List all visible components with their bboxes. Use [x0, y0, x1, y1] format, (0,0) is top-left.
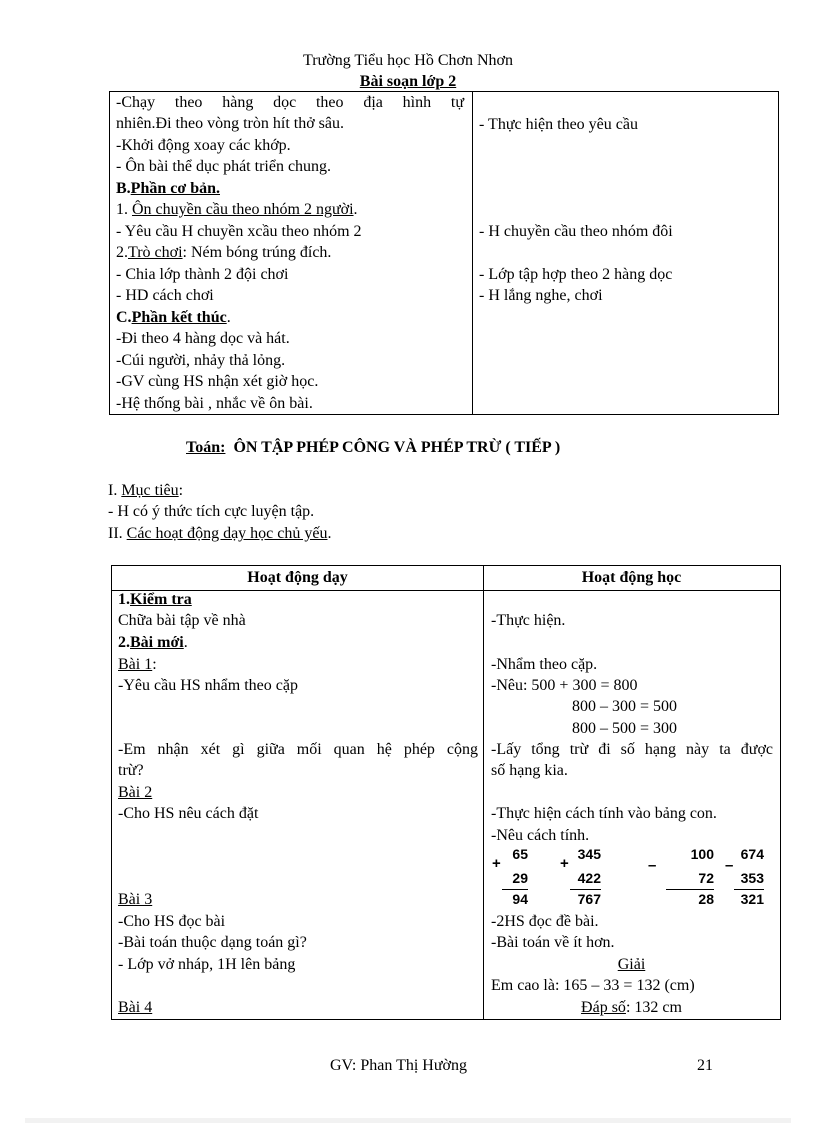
- table-row: 2.Trò chơi: Ném bóng trúng đích.: [116, 244, 332, 261]
- table-row: Em cao là: 165 – 33 = 132 (cm): [491, 977, 695, 994]
- exercise-4-label: Bài 4: [118, 999, 153, 1016]
- vertical-calculation: + 65 29 94: [492, 846, 528, 907]
- table-row: - HD cách chơi: [116, 287, 214, 304]
- table-row: 800 – 500 = 300: [572, 720, 678, 737]
- column-header-student: Hoạt động học: [581, 569, 682, 586]
- table-row: Chữa bài tập về nhà: [118, 612, 246, 629]
- column-header-teacher: Hoạt động dạy: [247, 569, 348, 586]
- header-divider: [112, 590, 780, 591]
- table-row: - Thực hiện theo yêu cầu: [479, 116, 638, 133]
- difference-line: [666, 889, 714, 890]
- activities-heading: II. Các hoạt động dạy học chủ yếu.: [108, 525, 332, 542]
- sum-line: [570, 889, 601, 890]
- column-divider: [472, 92, 473, 414]
- vertical-calculation: – 674 353 321: [725, 846, 764, 907]
- table-row: -Nêu cách tính.: [491, 827, 590, 844]
- table-row: - Lớp vở nháp, 1H lên bảng: [118, 956, 296, 973]
- section-heading-c: C.Phần kết thúc.: [116, 309, 231, 326]
- table-row: -Thực hiện.: [491, 612, 566, 629]
- table-row: - Yêu cầu H chuyền xcầu theo nhóm 2: [116, 223, 362, 240]
- table-row: -Hệ thống bài , nhắc về ôn bài.: [116, 395, 313, 412]
- table-row: -Lấy tổng trừ đi số hạng này ta được: [491, 741, 773, 758]
- school-name: Trường Tiểu học Hồ Chơn Nhơn: [303, 52, 513, 69]
- difference-line: [734, 889, 764, 890]
- column-divider: [483, 566, 484, 1019]
- table-row: trừ?: [118, 762, 144, 779]
- section-heading-b: B.Phần cơ bản.: [116, 180, 220, 197]
- table-row: -Đi theo 4 hàng dọc và hát.: [116, 330, 290, 347]
- vertical-calculation: – 100 72 28: [648, 846, 714, 907]
- table-row: - Chia lớp thành 2 đội chơi: [116, 266, 289, 283]
- table-row: -Thực hiện cách tính vào bảng con.: [491, 805, 717, 822]
- table-row: - Ôn bài thể dục phát triển chung.: [116, 158, 332, 175]
- objective-item: - H có ý thức tích cực luyện tập.: [108, 503, 315, 520]
- table-row: số hạng kia.: [491, 762, 568, 779]
- table-row: -Cho HS nêu cách đặt: [118, 805, 259, 822]
- table-row: -GV cùng HS nhận xét giờ học.: [116, 373, 319, 390]
- table-row: nhiên.Đi theo vòng tròn hít thở sâu.: [116, 115, 344, 132]
- exercise-2-label: Bài 2: [118, 784, 153, 801]
- table-row: -Yêu cầu HS nhẩm theo cặp: [118, 677, 298, 694]
- vertical-calculation: + 345 422 767: [560, 846, 601, 907]
- table-row: -Cúi người, nhảy thả lỏng.: [116, 352, 286, 369]
- teacher-name: GV: Phan Thị Hường: [330, 1057, 467, 1074]
- section-kiem-tra: 1.Kiểm tra: [118, 591, 192, 608]
- lesson-plan-subtitle: Bài soạn lớp 2: [359, 73, 457, 90]
- table-row: 800 – 300 = 500: [572, 698, 678, 715]
- section-bai-moi: 2.Bài mới.: [118, 634, 188, 651]
- table-row: -Khởi động xoay các khớp.: [116, 137, 291, 154]
- table-row: -Nhẩm theo cặp.: [491, 656, 598, 673]
- table-row: 1. Ôn chuyền cầu theo nhóm 2 người.: [116, 201, 358, 218]
- exercise-1-label: Bài 1:: [118, 656, 157, 673]
- sum-line: [502, 889, 528, 890]
- table-row: - H chuyền cầu theo nhóm đôi: [479, 223, 673, 240]
- table-row: - Lớp tập hợp theo 2 hàng dọc: [479, 266, 673, 283]
- answer-line: Đáp số: 132 cm: [581, 999, 682, 1016]
- table-row: -Em nhận xét gì giữa mối quan hệ phép cộng: [118, 741, 478, 758]
- table-row: -Nêu: 500 + 300 = 800: [491, 677, 638, 694]
- page-bottom-edge: [25, 1118, 791, 1123]
- table-row: - H lắng nghe, chơi: [479, 287, 603, 304]
- table-row: -Bài toán thuộc dạng toán gì?: [118, 934, 307, 951]
- table-row: -Cho HS đọc bài: [118, 913, 226, 930]
- objectives-heading: I. Mục tiêu:: [108, 482, 184, 499]
- table-row: -2HS đọc đề bài.: [491, 913, 599, 930]
- exercise-3-label: Bài 3: [118, 891, 153, 908]
- table-row: -Bài toán về ít hơn.: [491, 934, 615, 951]
- solution-heading: Giải: [617, 956, 646, 973]
- page-number: 21: [697, 1057, 713, 1074]
- table-row: -Chạy theo hàng dọc theo địa hình tự: [116, 94, 464, 111]
- lesson-title: Toán: ÔN TẬP PHÉP CÔNG VÀ PHÉP TRỪ ( TIẾP ): [186, 439, 561, 456]
